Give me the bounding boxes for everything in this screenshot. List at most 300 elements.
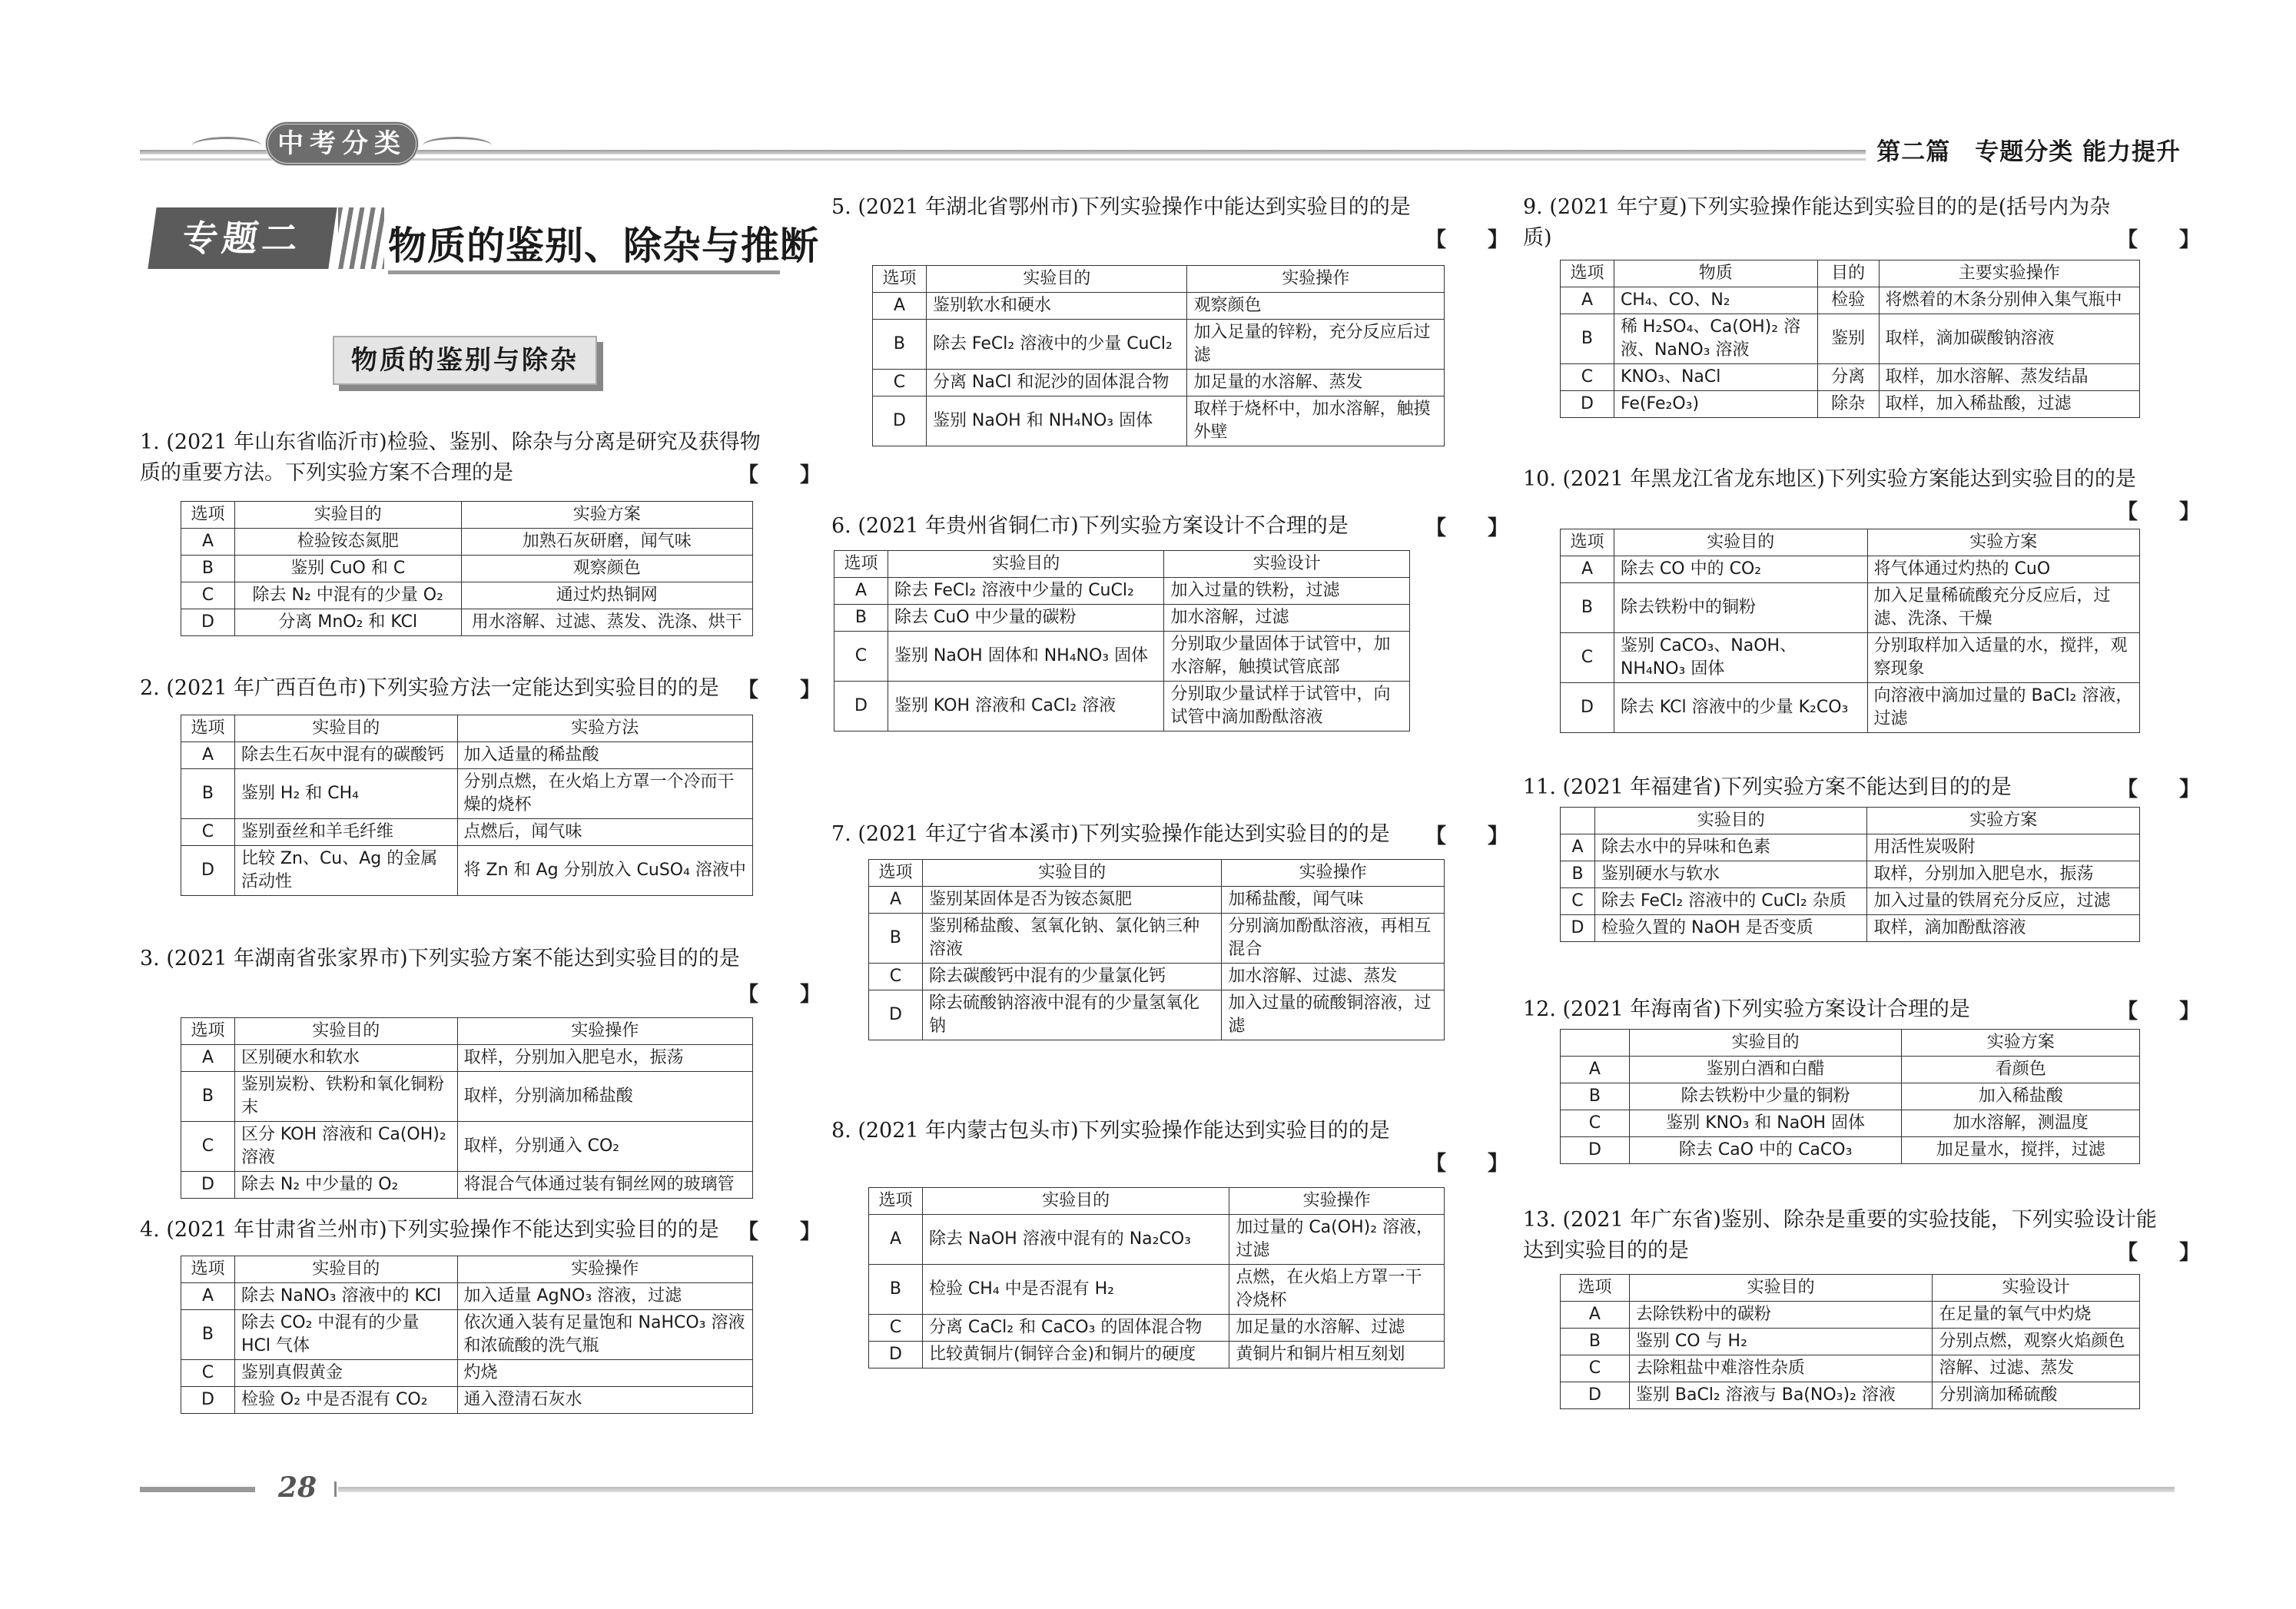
option-letter: A [1561, 556, 1614, 583]
table-cell: 除去 CO 中的 CO₂ [1614, 556, 1867, 583]
table-cell: 除去 N₂ 中少量的 O₂ [234, 1172, 457, 1199]
option-letter: C [1561, 364, 1614, 391]
table-row [181, 1072, 753, 1122]
option-letter: D [181, 1387, 235, 1414]
option-letter: B [181, 1310, 235, 1360]
option-letter: B [1561, 314, 1614, 364]
question-text: 10. (2021 年黑龙江省龙东地区)下列实验方案能达到实验目的的是 [1523, 467, 2136, 491]
table-cell: 加足量的水溶解、过滤 [1229, 1315, 1445, 1342]
column-header: 选项 [869, 1188, 923, 1215]
question-q12 [1523, 994, 2184, 1025]
option-letter: C [1561, 1355, 1630, 1382]
table-row [181, 846, 753, 896]
table-cell: 加入足量的锌粉，充分反应后过滤 [1187, 320, 1445, 370]
table-cell: 分别点燃，在火焰上方罩一个冷而干燥的烧杯 [457, 769, 752, 819]
table-row [869, 914, 1445, 964]
options-table [181, 501, 753, 636]
question-q2 [140, 673, 785, 704]
column-header: 选项 [834, 551, 888, 578]
table-row [181, 742, 753, 769]
table-row [873, 370, 1445, 396]
table-row [869, 887, 1445, 914]
column-header: 选项 [181, 1018, 235, 1045]
option-letter: A [873, 293, 927, 320]
options-table [181, 715, 753, 896]
table-header-row [1561, 260, 2140, 287]
option-letter: C [873, 370, 927, 396]
table-cell: 加入足量稀硫酸充分反应后，过滤、洗涤、干燥 [1867, 583, 2139, 633]
table-cell: 除去 CO₂ 中混有的少量 HCl 气体 [234, 1310, 457, 1360]
options-table [872, 265, 1445, 446]
table-row [1561, 364, 2140, 391]
table-cell: 区别硬水和软水 [234, 1045, 457, 1072]
column-header: 选项 [181, 715, 235, 742]
table-cell: 除去铁粉中的铜粉 [1614, 583, 1867, 633]
table-cell: 除去 FeCl₂ 溶液中的 CuCl₂ 杂质 [1594, 888, 1867, 915]
option-letter: D [1561, 1137, 1630, 1164]
table-row [834, 605, 1410, 632]
table-row [1561, 314, 2140, 364]
option-letter: B [869, 1265, 923, 1315]
options-table [1560, 807, 2140, 942]
table-cell: 鉴别炭粉、铁粉和氧化铜粉末 [234, 1072, 457, 1122]
table-cell: 依次通入装有足量饱和 NaHCO₃ 溶液和浓硫酸的洗气瓶 [457, 1310, 752, 1360]
question-text: 11. (2021 年福建省)下列实验方案不能达到目的的是 [1523, 775, 2012, 799]
option-letter: C [181, 582, 235, 609]
table-row [1561, 1137, 2140, 1164]
option-letter: A [1561, 1302, 1630, 1329]
table-cell: 加稀盐酸，闻气味 [1222, 887, 1445, 914]
table-cell: 分别取少量试样于试管中，向试管中滴加酚酞溶液 [1164, 682, 1410, 732]
options-table [1560, 529, 2140, 733]
question-q13 [1523, 1205, 2184, 1266]
footer-rule-left [140, 1487, 255, 1492]
column-header: 实验操作 [1187, 266, 1445, 293]
table-row [181, 1387, 753, 1414]
table-cell: 比较 Zn、Cu、Ag 的金属活动性 [234, 846, 457, 896]
option-letter: A [1561, 1057, 1630, 1083]
option-letter: B [1561, 861, 1595, 888]
table-cell: 除杂 [1817, 391, 1879, 418]
table-cell: 取样于烧杯中，加水溶解，触摸外壁 [1187, 396, 1445, 446]
option-letter: C [181, 1122, 235, 1172]
table-header-row [181, 715, 753, 742]
table-cell: 用水溶解、过滤、蒸发、洗涤、烘干 [461, 609, 752, 636]
options-table [834, 550, 1410, 732]
option-letter: D [181, 846, 235, 896]
column-header: 选项 [1561, 529, 1614, 556]
option-letter: A [1561, 834, 1595, 861]
option-letter: D [1561, 1382, 1630, 1409]
table-row [834, 578, 1410, 605]
table-cell: 鉴别 NaOH 和 NH₄NO₃ 固体 [926, 396, 1187, 446]
table-row [181, 1360, 753, 1387]
column-header: 实验方案 [1867, 529, 2139, 556]
table-cell: 通过灼热铜网 [461, 582, 752, 609]
table-cell: 灼烧 [457, 1360, 752, 1387]
table-row [834, 632, 1410, 682]
table-cell: 分离 [1817, 364, 1879, 391]
table-cell: 加水溶解，测温度 [1902, 1110, 2140, 1137]
table-header-row [1561, 808, 2140, 834]
table-row [873, 293, 1445, 320]
table-cell: 除去硫酸钠溶液中混有的少量氢氧化钠 [922, 990, 1221, 1040]
table-row [873, 396, 1445, 446]
column-header: 实验设计 [1164, 551, 1410, 578]
column-header: 实验目的 [234, 1256, 457, 1283]
answer-bracket[interactable]: 【 】 [738, 1220, 821, 1244]
table-cell: 除去碳酸钙中混有的少量氯化钙 [922, 964, 1221, 990]
column-header: 目的 [1817, 260, 1879, 287]
option-letter: B [1561, 583, 1614, 633]
column-header: 实验方法 [457, 715, 752, 742]
table-row [1561, 1382, 2140, 1409]
option-letter: A [834, 578, 888, 605]
column-header: 实验目的 [1594, 808, 1867, 834]
option-letter: A [181, 742, 235, 769]
footer-tick [334, 1481, 337, 1497]
table-header-row [181, 502, 753, 529]
table-row [1561, 583, 2140, 633]
table-cell: 黄铜片和铜片相互刻划 [1229, 1342, 1445, 1368]
table-header-row [1561, 1275, 2140, 1302]
table-row [1561, 287, 2140, 314]
option-letter: B [1561, 1329, 1630, 1355]
table-cell: 除去 CaO 中的 CaCO₃ [1629, 1137, 1902, 1164]
table-cell: 除去 FeCl₂ 溶液中少量的 CuCl₂ [888, 578, 1164, 605]
table-cell: 鉴别软水和硬水 [926, 293, 1187, 320]
answer-bracket[interactable]: 【 】 [2117, 1241, 2200, 1265]
options-table [868, 859, 1445, 1040]
running-header: 第二篇 专题分类 能力提升 [1866, 132, 2181, 167]
table-cell: Fe(Fe₂O₃) [1614, 391, 1817, 418]
column-header: 选项 [181, 502, 235, 529]
topic-underline [388, 270, 780, 274]
table-cell: 观察颜色 [1187, 293, 1445, 320]
answer-bracket[interactable]: 【 】 [738, 983, 821, 1007]
question-text: 5. (2021 年湖北省鄂州市)下列实验操作中能达到实验目的的是 [831, 195, 1411, 219]
table-row [181, 1172, 753, 1199]
option-letter: C [1561, 1110, 1630, 1137]
table-cell: 分别点燃，观察火焰颜色 [1933, 1329, 2140, 1355]
column-header: 选项 [869, 860, 923, 887]
table-cell: KNO₃、NaCl [1614, 364, 1817, 391]
question-text: 12. (2021 年海南省)下列实验方案设计合理的是 [1523, 997, 1970, 1021]
table-row [1561, 834, 2140, 861]
answer-bracket[interactable]: 【 】 [2117, 228, 2200, 252]
table-header-row [873, 266, 1445, 293]
table-cell: 将 Zn 和 Ag 分别放入 CuSO₄ 溶液中 [457, 846, 752, 896]
table-cell: 通入澄清石灰水 [457, 1387, 752, 1414]
question-text: 质的重要方法。下列实验方案不合理的是 [140, 461, 513, 485]
question-text: 1. (2021 年山东省临沂市)检验、鉴别、除杂与分离是研究及获得物 [140, 430, 761, 454]
option-letter: C [869, 1315, 923, 1342]
option-letter: D [1561, 915, 1595, 942]
table-header-row [181, 1018, 753, 1045]
column-header: 选项 [873, 266, 927, 293]
answer-bracket[interactable]: 【 】 [738, 678, 821, 702]
table-cell: 分别取样加入适量的水，搅拌，观察现象 [1867, 633, 2139, 683]
table-cell: 在足量的氧气中灼烧 [1933, 1302, 2140, 1329]
table-cell: 检验久置的 NaOH 是否变质 [1594, 915, 1867, 942]
topic-stripes [338, 207, 384, 269]
table-cell: 除去 KCl 溶液中的少量 K₂CO₃ [1614, 683, 1867, 733]
column-header [1561, 1030, 1630, 1057]
table-cell: 溶解、过滤、蒸发 [1933, 1355, 2140, 1382]
column-header: 实验目的 [926, 266, 1187, 293]
table-cell: 将混合气体通过装有铜丝网的玻璃管 [457, 1172, 752, 1199]
option-letter: C [181, 819, 235, 846]
table-cell: 鉴别某固体是否为铵态氮肥 [922, 887, 1221, 914]
column-header: 实验方案 [1867, 808, 2140, 834]
answer-bracket[interactable]: 【 】 [1425, 1152, 1508, 1176]
option-letter: A [181, 529, 235, 556]
table-cell: 加入过量的铁粉，过滤 [1164, 578, 1410, 605]
table-cell: 鉴别 H₂ 和 CH₄ [234, 769, 457, 819]
column-header: 实验目的 [1629, 1030, 1902, 1057]
table-cell: 点燃后，闻气味 [457, 819, 752, 846]
table-cell: 鉴别硬水与软水 [1594, 861, 1867, 888]
table-cell: 取样，分别通入 CO₂ [457, 1122, 752, 1172]
table-row [1561, 1110, 2140, 1137]
column-header: 实验操作 [457, 1256, 752, 1283]
table-cell: 鉴别 NaOH 固体和 NH₄NO₃ 固体 [888, 632, 1164, 682]
series-logo: 中考分类 [265, 121, 419, 166]
option-letter: B [869, 914, 923, 964]
table-cell: 区分 KOH 溶液和 Ca(OH)₂ 溶液 [234, 1122, 457, 1172]
question-q10 [1523, 464, 2184, 495]
table-cell: 除去 FeCl₂ 溶液中的少量 CuCl₂ [926, 320, 1187, 370]
option-letter: A [1561, 287, 1614, 314]
table-row [181, 1045, 753, 1072]
options-table [181, 1017, 753, 1199]
column-header: 实验操作 [1229, 1188, 1445, 1215]
table-cell: 鉴别 [1817, 314, 1879, 364]
table-cell: 观察颜色 [461, 556, 752, 582]
column-header: 实验设计 [1933, 1275, 2140, 1302]
column-header: 选项 [1561, 260, 1614, 287]
question-q8 [831, 1116, 1477, 1146]
column-header: 实验目的 [888, 551, 1164, 578]
page-number: 28 [278, 1471, 317, 1504]
table-cell: 加入过量的铁屑充分反应，过滤 [1867, 888, 2140, 915]
table-cell: 加入稀盐酸 [1902, 1083, 2140, 1110]
table-cell: 除去 NaNO₃ 溶液中的 KCl [234, 1283, 457, 1310]
column-header: 实验目的 [234, 715, 457, 742]
table-cell: 鉴别 CaCO₃、NaOH、NH₄NO₃ 固体 [1614, 633, 1867, 683]
table-cell: 去除粗盐中难溶性杂质 [1629, 1355, 1932, 1382]
table-row [1561, 1355, 2140, 1382]
answer-bracket[interactable]: 【 】 [2117, 778, 2200, 801]
topic-title: 物质的鉴别、除杂与推断 [388, 224, 819, 268]
answer-bracket[interactable]: 【 】 [2117, 1000, 2200, 1023]
table-cell: 取样，分别加入肥皂水，振荡 [1867, 861, 2140, 888]
table-cell: 鉴别 KOH 溶液和 CaCl₂ 溶液 [888, 682, 1164, 732]
table-cell: 加过量的 Ca(OH)₂ 溶液，过滤 [1229, 1215, 1445, 1265]
question-q4 [140, 1215, 785, 1246]
option-letter: D [1561, 683, 1614, 733]
table-cell: 鉴别 CuO 和 C [234, 556, 461, 582]
option-letter: D [869, 990, 923, 1040]
table-cell: 分别取少量固体于试管中，加水溶解，触摸试管底部 [1164, 632, 1410, 682]
option-letter: A [181, 1045, 235, 1072]
answer-bracket[interactable]: 【 】 [1425, 824, 1508, 848]
question-q3 [140, 944, 785, 974]
question-text: 6. (2021 年贵州省铜仁市)下列实验方案设计不合理的是 [831, 514, 1349, 538]
table-cell: 取样，分别滴加稀盐酸 [457, 1072, 752, 1122]
question-text: 7. (2021 年辽宁省本溪市)下列实验操作能达到实验目的的是 [831, 822, 1390, 846]
option-letter: B [181, 1072, 235, 1122]
question-text: 8. (2021 年内蒙古包头市)下列实验操作能达到实验目的的是 [831, 1119, 1390, 1143]
table-row [869, 1265, 1445, 1315]
option-letter: D [834, 682, 888, 732]
option-letter: B [181, 556, 235, 582]
table-row [869, 990, 1445, 1040]
table-cell: 取样，滴加碳酸钠溶液 [1879, 314, 2139, 364]
table-cell: 将气体通过灼热的 CuO [1867, 556, 2139, 583]
table-header-row [834, 551, 1410, 578]
table-cell: 分离 NaCl 和泥沙的固体混合物 [926, 370, 1187, 396]
table-cell: 用活性炭吸附 [1867, 834, 2140, 861]
table-cell: 鉴别白酒和白醋 [1629, 1057, 1902, 1083]
table-row [869, 1315, 1445, 1342]
topic-label: 专题二 [148, 207, 337, 269]
table-cell: 检验铵态氮肥 [234, 529, 461, 556]
options-table [1560, 1029, 2140, 1164]
table-cell: 加足量的水溶解、蒸发 [1187, 370, 1445, 396]
column-header: 主要实验操作 [1879, 260, 2139, 287]
column-header: 实验目的 [1614, 529, 1867, 556]
column-header: 实验目的 [234, 502, 461, 529]
question-text: 达到实验目的的是 [1523, 1239, 1689, 1262]
table-cell: 除去铁粉中少量的铜粉 [1629, 1083, 1902, 1110]
table-row [181, 769, 753, 819]
column-header: 物质 [1614, 260, 1817, 287]
table-cell: 加入过量的硫酸铜溶液，过滤 [1222, 990, 1445, 1040]
option-letter: A [181, 1283, 235, 1310]
table-row [1561, 556, 2140, 583]
table-cell: 除去 N₂ 中混有的少量 O₂ [234, 582, 461, 609]
table-cell: 除去 NaOH 溶液中混有的 Na₂CO₃ [922, 1215, 1229, 1265]
table-cell: 比较黄铜片(铜锌合金)和铜片的硬度 [922, 1342, 1229, 1368]
table-row [869, 1342, 1445, 1368]
question-q7 [831, 819, 1477, 850]
table-row [1561, 1057, 2140, 1083]
table-row [1561, 391, 2140, 418]
column-header: 实验操作 [1222, 860, 1445, 887]
table-row [1561, 1302, 2140, 1329]
table-cell: 取样，分别加入肥皂水，振荡 [457, 1045, 752, 1072]
question-q6 [831, 511, 1477, 542]
table-row [181, 819, 753, 846]
table-cell: 鉴别 BaCl₂ 溶液与 Ba(NO₃)₂ 溶液 [1629, 1382, 1932, 1409]
logo-ornament-left [192, 137, 261, 154]
table-cell: 加足量水，搅拌，过滤 [1902, 1137, 2140, 1164]
table-row [181, 529, 753, 556]
question-q1 [140, 427, 785, 489]
table-header-row [1561, 529, 2140, 556]
column-header: 实验目的 [1629, 1275, 1932, 1302]
options-table [1560, 1274, 2140, 1409]
question-q9 [1523, 192, 2184, 254]
table-cell: 分离 CaCl₂ 和 CaCO₃ 的固体混合物 [922, 1315, 1229, 1342]
table-cell: 加熟石灰研磨，闻气味 [461, 529, 752, 556]
table-row [1561, 1329, 2140, 1355]
table-cell: 取样，滴加酚酞溶液 [1867, 915, 2140, 942]
table-row [834, 682, 1410, 732]
table-cell: 鉴别蚕丝和羊毛纤维 [234, 819, 457, 846]
table-cell: 除去 CuO 中少量的碳粉 [888, 605, 1164, 632]
question-text: 4. (2021 年甘肃省兰州市)下列实验操作不能达到实验目的的是 [140, 1218, 719, 1242]
table-cell: 分离 MnO₂ 和 KCl [234, 609, 461, 636]
table-row [873, 320, 1445, 370]
table-cell: 加入适量的稀盐酸 [457, 742, 752, 769]
answer-bracket[interactable]: 【 】 [738, 463, 821, 487]
table-row [181, 1283, 753, 1310]
table-cell: 稀 H₂SO₄、Ca(OH)₂ 溶液、NaNO₃ 溶液 [1614, 314, 1817, 364]
table-row [181, 582, 753, 609]
table-cell: 检验 CH₄ 中是否混有 H₂ [922, 1265, 1229, 1315]
question-text: 13. (2021 年广东省)鉴别、除杂是重要的实验技能，下列实验设计能 [1523, 1208, 2157, 1232]
column-header: 选项 [181, 1256, 235, 1283]
table-cell: 除去水中的异味和色素 [1594, 834, 1867, 861]
table-cell: CH₄、CO、N₂ [1614, 287, 1817, 314]
table-row [1561, 1083, 2140, 1110]
table-cell: 加水溶解、过滤、蒸发 [1222, 964, 1445, 990]
section-title: 物质的鉴别与除杂 [333, 336, 597, 385]
options-table [181, 1256, 753, 1414]
option-letter: A [869, 1215, 923, 1265]
column-header [1561, 808, 1595, 834]
option-letter: D [1561, 391, 1614, 418]
table-header-row [869, 860, 1445, 887]
option-letter: B [873, 320, 927, 370]
column-header: 选项 [1561, 1275, 1630, 1302]
option-letter: C [1561, 633, 1614, 683]
table-cell: 分别滴加酚酞溶液，再相互混合 [1222, 914, 1445, 964]
question-q11 [1523, 772, 2184, 803]
table-cell: 取样，加水溶解、蒸发结晶 [1879, 364, 2139, 391]
option-letter: D [181, 609, 235, 636]
table-header-row [869, 1188, 1445, 1215]
answer-bracket[interactable]: 【 】 [1425, 516, 1508, 540]
table-cell: 向溶液中滴加过量的 BaCl₂ 溶液，过滤 [1867, 683, 2139, 733]
option-letter: D [869, 1342, 923, 1368]
answer-bracket[interactable]: 【 】 [1425, 228, 1508, 252]
table-cell: 将燃着的木条分别伸入集气瓶中 [1879, 287, 2139, 314]
table-cell: 检验 O₂ 中是否混有 CO₂ [234, 1387, 457, 1414]
table-row [1561, 915, 2140, 942]
table-row [181, 1310, 753, 1360]
table-cell: 取样，加入稀盐酸，过滤 [1879, 391, 2139, 418]
table-row [181, 609, 753, 636]
column-header: 实验目的 [922, 1188, 1229, 1215]
table-cell: 分别滴加稀硫酸 [1933, 1382, 2140, 1409]
table-cell: 鉴别 CO 与 H₂ [1629, 1329, 1932, 1355]
column-header: 实验方案 [1902, 1030, 2140, 1057]
table-row [869, 964, 1445, 990]
column-header: 实验目的 [234, 1018, 457, 1045]
table-cell: 鉴别真假黄金 [234, 1360, 457, 1387]
question-text: 2. (2021 年广西百色市)下列实验方法一定能达到实验目的的是 [140, 676, 719, 700]
table-row [1561, 633, 2140, 683]
question-q5 [831, 192, 1477, 223]
table-cell: 检验 [1817, 287, 1879, 314]
column-header: 实验操作 [457, 1018, 752, 1045]
answer-bracket[interactable]: 【 】 [2117, 500, 2200, 524]
table-cell: 看颜色 [1902, 1057, 2140, 1083]
option-letter: B [1561, 1083, 1630, 1110]
